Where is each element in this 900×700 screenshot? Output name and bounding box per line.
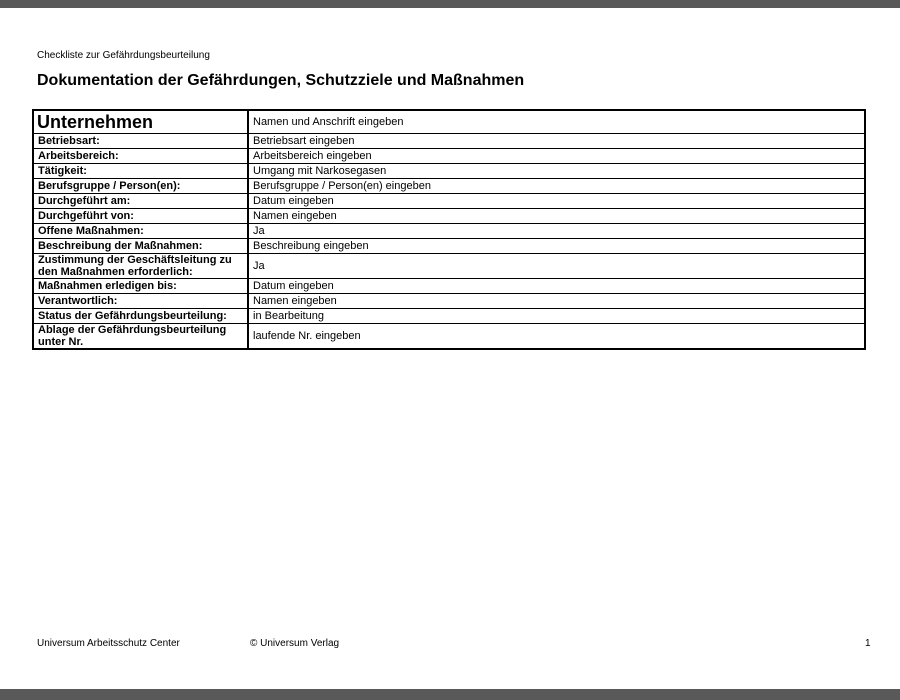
footer-copyright: © Universum Verlag bbox=[250, 638, 340, 649]
row-value[interactable]: laufende Nr. eingeben bbox=[248, 324, 865, 350]
row-value[interactable]: Arbeitsbereich eingeben bbox=[248, 149, 865, 164]
table-row bbox=[33, 324, 865, 350]
row-value[interactable]: Berufsgruppe / Person(en) eingeben bbox=[248, 179, 865, 194]
row-value[interactable]: in Bearbeitung bbox=[248, 309, 865, 324]
assessment-table bbox=[32, 109, 866, 350]
row-value[interactable]: Datum eingeben bbox=[248, 194, 865, 209]
row-label: Ablage der Gefährdungsbeurteilung unter Nr. bbox=[33, 324, 248, 350]
footer-page-number: 1 bbox=[865, 638, 871, 649]
row-label: Verantwortlich: bbox=[33, 294, 248, 309]
table-row bbox=[33, 294, 865, 309]
bottom-frame-bar bbox=[0, 689, 900, 700]
table-row bbox=[33, 164, 865, 179]
top-frame-bar bbox=[0, 0, 900, 8]
row-value[interactable]: Datum eingeben bbox=[248, 279, 865, 294]
row-label: Arbeitsbereich: bbox=[33, 149, 248, 164]
row-label: Tätigkeit: bbox=[33, 164, 248, 179]
table-row bbox=[33, 309, 865, 324]
table-row bbox=[33, 209, 865, 224]
table-row bbox=[33, 194, 865, 209]
row-label: Durchgeführt am: bbox=[33, 194, 248, 209]
row-label: Betriebsart: bbox=[33, 134, 248, 149]
page-title: Dokumentation der Gefährdungen, Schutzziele und Maßnahmen bbox=[37, 72, 525, 89]
row-label: Durchgeführt von: bbox=[33, 209, 248, 224]
table-row bbox=[33, 134, 865, 149]
row-label: Maßnahmen erledigen bis: bbox=[33, 279, 248, 294]
table-row bbox=[33, 179, 865, 194]
row-label: Berufsgruppe / Person(en): bbox=[33, 179, 248, 194]
row-value[interactable]: Umgang mit Narkosegasen bbox=[248, 164, 865, 179]
row-value[interactable]: Ja bbox=[248, 254, 865, 279]
row-value[interactable]: Beschreibung eingeben bbox=[248, 239, 865, 254]
table-row bbox=[33, 239, 865, 254]
table-row bbox=[33, 224, 865, 239]
row-label-unternehmen: Unternehmen bbox=[33, 110, 248, 134]
row-label: Beschreibung der Maßnahmen: bbox=[33, 239, 248, 254]
row-label: Status der Gefährdungsbeurteilung: bbox=[33, 309, 248, 324]
row-label: Offene Maßnahmen: bbox=[33, 224, 248, 239]
row-value[interactable]: Betriebsart eingeben bbox=[248, 134, 865, 149]
row-value-unternehmen[interactable]: Namen und Anschrift eingeben bbox=[248, 110, 865, 134]
document-subtitle: Checkliste zur Gefährdungsbeurteilung bbox=[37, 50, 210, 61]
row-value[interactable]: Namen eingeben bbox=[248, 209, 865, 224]
table-row bbox=[33, 279, 865, 294]
row-value[interactable]: Namen eingeben bbox=[248, 294, 865, 309]
footer-publisher-center: Universum Arbeitsschutz Center bbox=[37, 638, 180, 649]
table-row-unternehmen bbox=[33, 110, 865, 134]
row-label: Zustimmung der Geschäftsleitung zu den Maßnahmen erforderlich: bbox=[33, 254, 248, 279]
row-value[interactable]: Ja bbox=[248, 224, 865, 239]
table-row bbox=[33, 254, 865, 279]
table-row bbox=[33, 149, 865, 164]
